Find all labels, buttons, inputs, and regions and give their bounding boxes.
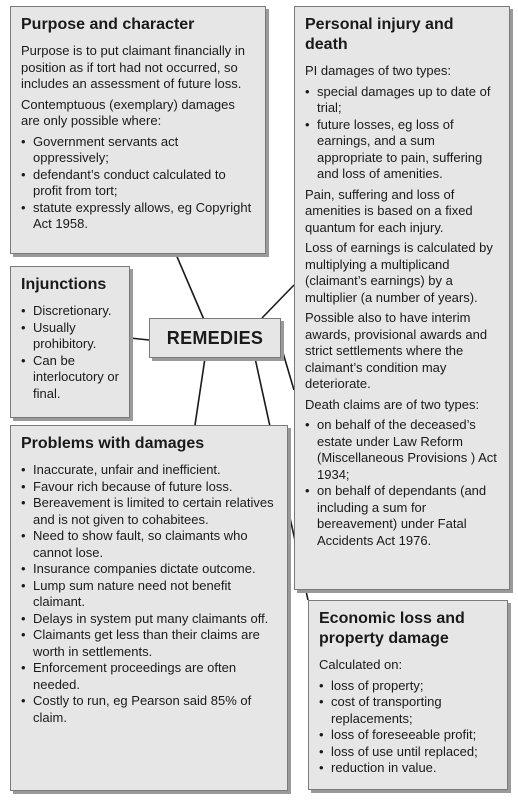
list-item: • Costly to run, eg Pearson said 85% of claim. [21, 693, 277, 726]
personal-injury-title: Personal injury and death [305, 16, 454, 53]
economic-loss-box [308, 600, 508, 790]
remedies-hub [149, 318, 281, 358]
personal-paragraph-1: PI damages of two types: [305, 63, 451, 78]
purpose-paragraph-1: Purpose is to put claimant financially in position as if tort had not occurred, so includes an assessment of future loss. [21, 43, 246, 91]
economic-list [319, 678, 497, 777]
personal-paragraph-5: Death claims are of two types: [305, 396, 480, 412]
personal-list-1 [305, 84, 499, 183]
list-item: • Usually prohibitory. [21, 320, 119, 353]
list-item: • loss of property; [319, 678, 497, 695]
list-item: • Can be interlocutory or final. [21, 353, 119, 403]
personal-list-2 [305, 417, 499, 549]
list-item: • loss of foreseeable profit; [319, 727, 497, 744]
purpose-title: Purpose and character [21, 16, 195, 33]
list-item: • on behalf of dependants (and including a sum for bereavement) under Fatal Accidents Act 1976. [305, 483, 499, 549]
purpose-list [21, 134, 255, 233]
connector-personal-top [262, 285, 294, 318]
list-item: • reduction in value. [319, 760, 497, 777]
list-item: • Enforcement proceedings are often needed. [21, 660, 277, 693]
list-item: • loss of use until replaced; [319, 744, 497, 761]
purpose-box [10, 6, 266, 254]
personal-injury-box [294, 6, 510, 590]
list-item: • Lump sum nature need not benefit claimant. [21, 578, 277, 611]
list-item: • Discretionary. [21, 303, 119, 320]
list-item: • statute expressly allows, eg Copyright Act 1958. [21, 200, 255, 233]
list-item: • special damages up to date of trial; [305, 84, 499, 117]
problems-list [21, 462, 277, 726]
personal-paragraph-4: Possible also to have interim awards, provisional awards and strict settlements where the claimant’s condition may deteriorate. [305, 310, 488, 391]
connector-purpose [175, 252, 205, 322]
list-item: • Need to show fault, so claimants who cannot lose. [21, 528, 277, 561]
injunctions-title: Injunctions [21, 276, 107, 293]
connector-personal-bottom [281, 346, 294, 390]
injunctions-box [10, 266, 130, 418]
connector-injunctions [130, 338, 149, 340]
list-item: • Insurance companies dictate outcome. [21, 561, 277, 578]
personal-paragraph-3: Loss of earnings is calculated by multiplying a multiplicand (claimant’s earnings) by a multiplier (a number of years). [305, 240, 493, 305]
list-item: • Government servants act oppressively; [21, 134, 255, 167]
remedies-label: REMEDIES [166, 327, 264, 348]
list-item: • Inaccurate, unfair and inefficient. [21, 462, 277, 479]
problems-box [10, 425, 288, 791]
economic-paragraph-1: Calculated on: [319, 657, 403, 672]
list-item: • future losses, eg loss of earnings, and a sum appropriate to pain, suffering and loss of amenities. [305, 117, 499, 183]
list-item: • Bereavement is limited to certain relatives and is not given to cohabitees. [21, 495, 277, 528]
connector-problems [195, 358, 205, 425]
injunctions-list [21, 303, 119, 402]
problems-title: Problems with damages [21, 435, 205, 452]
personal-paragraph-2: Pain, suffering and loss of amenities is based on a fixed quantum for each injury. [305, 186, 473, 235]
list-item: • on behalf of the deceased’s estate under Law Reform (Miscellaneous Provisions ) Act 1934; [305, 417, 499, 483]
list-item: • Delays in system put many claimants off. [21, 611, 277, 628]
list-item: • Favour rich because of future loss. [21, 479, 277, 496]
list-item: • cost of transporting replacements; [319, 694, 497, 727]
list-item: • defendant’s conduct calculated to profit from tort; [21, 167, 255, 200]
list-item: • Claimants get less than their claims are worth in settlements. [21, 627, 277, 660]
economic-loss-title: Economic loss and property damage [319, 610, 465, 647]
purpose-paragraph-2: Contemptuous (exemplary) damages are only possible where: [21, 96, 235, 128]
